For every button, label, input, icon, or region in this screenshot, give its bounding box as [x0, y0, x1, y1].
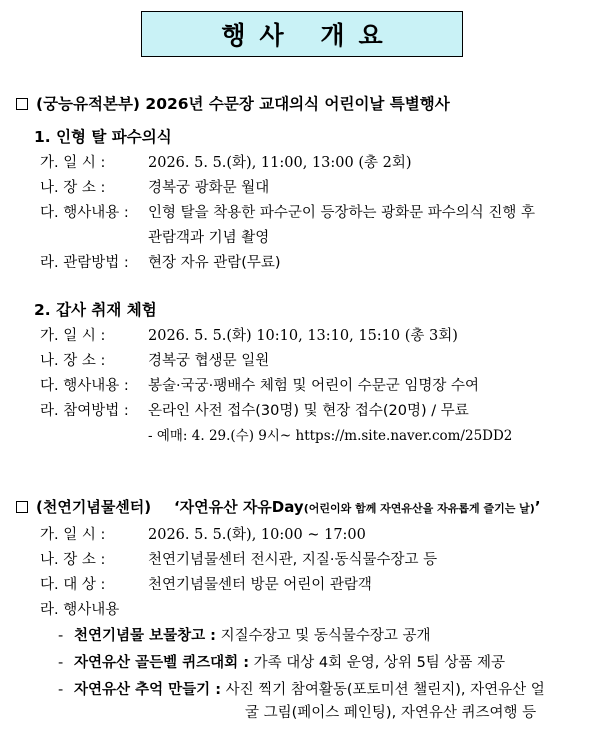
s2-item-2-name: 자연유산 골든벨 퀴즈대회 : [74, 655, 250, 671]
section1-header: (궁능유적본부) 2026년 수문장 교대의식 어린이날 특별행사 [16, 94, 450, 114]
title-box [141, 11, 463, 57]
page-title: 행사 개요 [221, 21, 397, 50]
s2-item-2 [58, 653, 505, 673]
checkbox-square-icon [16, 98, 28, 110]
s2-content-label: 라. 행사내용 [40, 602, 120, 618]
sub1-date [40, 153, 412, 173]
sub2-reservation: - 예매: 4. 29.(수) 9시~ https://m.site.naver.com/25DD2 [148, 428, 513, 444]
sub1-method-label: 라. 관람방법 : [40, 255, 129, 271]
s2-target-label: 다. 대 상 : [40, 577, 106, 593]
s2-place-value: 천연기념물센터 전시관, 지질·동식물수장고 등 [148, 552, 438, 568]
s2-target-value: 천연기념물센터 방문 어린이 관람객 [148, 577, 372, 593]
s2-item-1 [58, 626, 431, 646]
section2-title: ‘자연유산 자유Day [173, 498, 304, 516]
s2-item-2-desc: 가족 대상 4회 운영, 상위 5팀 상품 제공 [253, 655, 506, 671]
dash-bullet: - [58, 682, 64, 698]
sub2-place [40, 351, 269, 371]
section2-subtitle: (어린이와 함께 자연유산을 자유롭게 즐기는 날) [303, 502, 535, 515]
s2-item-3-desc: 사진 찍기 참여활동(포토미션 챌린지), 자연유산 얼 [225, 682, 545, 698]
sub2-method-value: 온라인 사전 접수(30명) 및 현장 접수(20명) / 무료 [148, 403, 469, 419]
sub1-date-label: 가. 일 시 : [40, 155, 106, 171]
sub2-method [40, 401, 469, 421]
s2-item-1-name: 천연기념물 보물창고 : [74, 628, 216, 644]
sub1-date-value: 2026. 5. 5.(화), 11:00, 13:00 (총 2회) [148, 155, 412, 171]
sub1-content-value-1: 인형 탈을 착용한 파수군이 등장하는 광화문 파수의식 진행 후 [148, 205, 536, 221]
s2-item-1-desc: 지질수장고 및 동식물수장고 공개 [220, 628, 431, 644]
checkbox-square-icon [16, 501, 28, 513]
section2-header [16, 497, 541, 519]
sub1-place [40, 178, 269, 198]
sub1-content-label: 다. 행사내용 : [40, 205, 129, 221]
sub2-place-value: 경복궁 협생문 일원 [148, 353, 270, 369]
s2-item-3-desc-2: 굴 그림(페이스 페인팅), 자연유산 퀴즈여행 등 [245, 705, 537, 721]
s2-item-3 [58, 680, 545, 700]
sub2-content [40, 376, 479, 396]
sub2-content-label: 다. 행사내용 : [40, 378, 129, 394]
section2-title-end: ’ [534, 498, 541, 516]
sub1-place-label: 나. 장 소 : [40, 180, 106, 196]
sub2-place-label: 나. 장 소 : [40, 353, 106, 369]
sub1-content-value-2: 관람객과 기념 촬영 [148, 230, 270, 246]
sub2-method-label: 라. 참여방법 : [40, 403, 129, 419]
s2-date-value: 2026. 5. 5.(화), 10:00 ~ 17:00 [148, 527, 366, 543]
s2-place-label: 나. 장 소 : [40, 552, 106, 568]
sub2-date-value: 2026. 5. 5.(화) 10:10, 13:10, 15:10 (총 3회) [148, 328, 458, 344]
sub2-date [40, 326, 458, 346]
dash-bullet: - [58, 655, 64, 671]
s2-item-3-name: 자연유산 추억 만들기 : [74, 682, 222, 698]
s2-date [40, 525, 366, 545]
sub2-heading: 2. 갑사 취재 체험 [34, 301, 157, 319]
dash-bullet: - [58, 628, 64, 644]
sub1-method [40, 253, 281, 273]
sub1-content [40, 203, 535, 223]
sub2-date-label: 가. 일 시 : [40, 328, 106, 344]
sub2-content-value: 봉술·국궁·팽배수 체험 및 어린이 수문군 임명장 수여 [148, 378, 480, 394]
s2-target [40, 575, 372, 595]
s2-place [40, 550, 437, 570]
section2-org: (천연기념물센터) [36, 498, 152, 516]
sub1-place-value: 경복궁 광화문 월대 [148, 180, 270, 196]
sub1-heading: 1. 인형 탈 파수의식 [34, 128, 172, 146]
s2-date-label: 가. 일 시 : [40, 527, 106, 543]
sub1-method-value: 현장 자유 관람(무료) [148, 255, 281, 271]
